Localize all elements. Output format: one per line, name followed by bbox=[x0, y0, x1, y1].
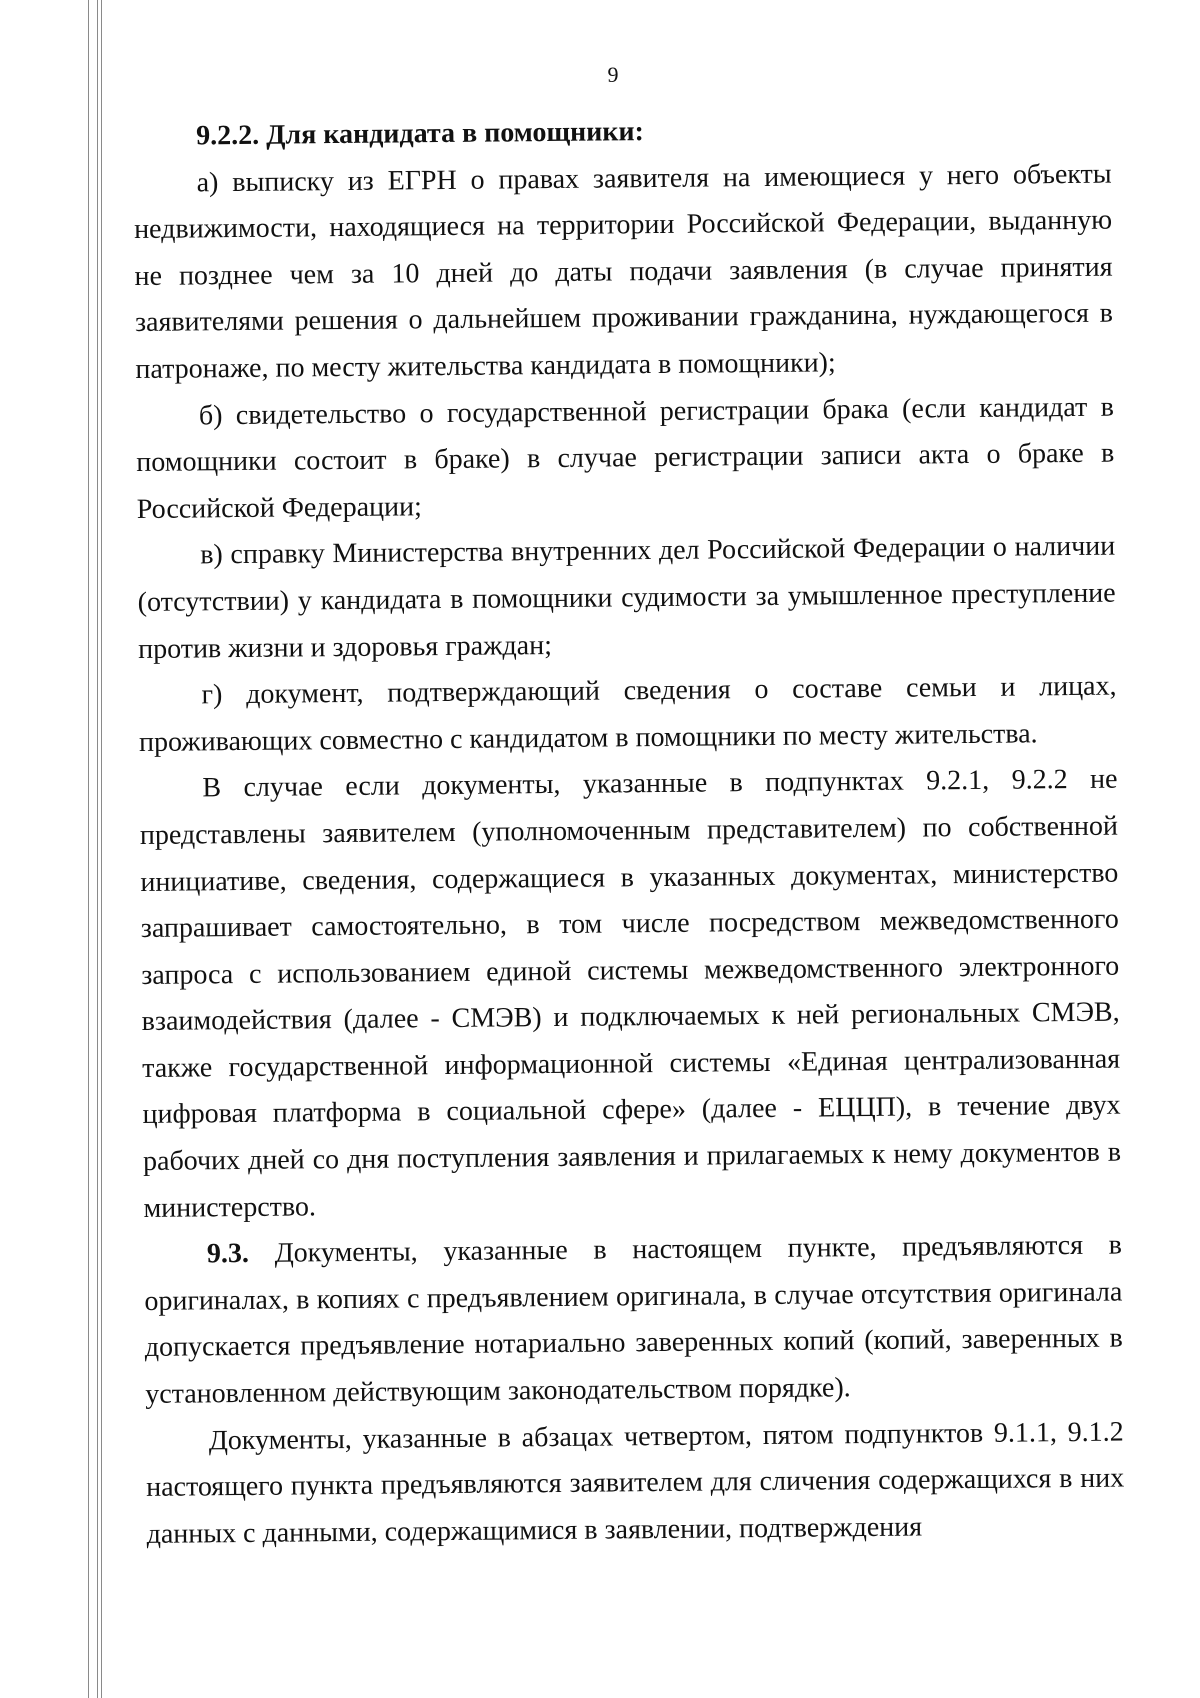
scan-margin-line bbox=[101, 0, 102, 1698]
paragraph bbox=[144, 1223, 1124, 1419]
paragraph-text: Документы, указанные в абзацах четвертом, пятом подпунктов 9.1.1, 9.1.2 настоящего пункта предъявляются заявителем для сличения содержащихся в них данных с данными, содержащимися в заявлении, подтверждения bbox=[146, 1416, 1125, 1550]
section-heading: 9.2.2. Для кандидата в помощники: bbox=[196, 116, 645, 152]
paragraph-text: г) документ, подтверждающий сведения о составе семьи и лицах, проживающих совместно с кандидатом в помощники по месту жительства. bbox=[138, 670, 1117, 758]
paragraph-text: Документы, указанные в настоящем пункте, предъявляются в оригиналах, в копиях с предъявлением оригинала, в случае отсутствия оригинала допускается предъявление нотариально заверенных копий (копий, заверенных в установленном действующим законодательством порядке). bbox=[144, 1229, 1123, 1410]
paragraph-text: б) свидетельство о государственной регистрации брака (если кандидат в помощники состоит в браке) в случае регистрации записи акта о браке в Российской Федерации; bbox=[136, 391, 1115, 525]
paragraph-text: В случае если документы, указанные в подпунктах 9.2.1, 9.2.2 не представлены заявителем (уполномоченным представителем) по собственной инициативе, сведения, содержащиеся в указанных документах, министерство запрашивает самостоятельно, в том числе посредством межведомственного запроса с использованием единой системы межведомственного электронного взаимодействия (далее - СМЭВ) и подключаемых к ней региональных СМЭВ, также государственной информационной системы «Единая централизованная цифровая платформа в социальной сфере» (далее - ЕЦЦП), в течение двух рабочих дней со дня поступления заявления и прилагаемых к нему документов в министерство. bbox=[139, 763, 1122, 1224]
scan-margin-line bbox=[97, 0, 98, 1698]
paragraph-lead: 9.3. bbox=[206, 1238, 250, 1270]
paragraph bbox=[136, 384, 1115, 533]
paragraph bbox=[133, 151, 1113, 393]
paragraph bbox=[146, 1409, 1125, 1558]
page-number: 9 bbox=[607, 62, 619, 87]
document-body bbox=[133, 105, 1125, 1559]
paragraph-text: а) выписку из ЕГРН о правах заявителя на имеющиеся у него объекты недвижимости, находящиеся на территории Российской Федерации, выданную не позднее чем за 10 дней до даты подачи заявления (в случае принятия заявителями решения о дальнейшем проживании гражданина, нуждающегося в патронаже, по месту жительства кандидата в помощники); bbox=[133, 158, 1114, 385]
paragraph bbox=[137, 524, 1116, 673]
paragraph bbox=[139, 757, 1121, 1232]
paragraph-text: в) справку Министерства внутренних дел Российской Федерации о наличии (отсутствии) у кандидата в помощники судимости за умышленное преступление против жизни и здоровья граждан; bbox=[137, 530, 1116, 665]
scan-margin-line bbox=[88, 0, 89, 1698]
paragraph bbox=[138, 664, 1117, 767]
